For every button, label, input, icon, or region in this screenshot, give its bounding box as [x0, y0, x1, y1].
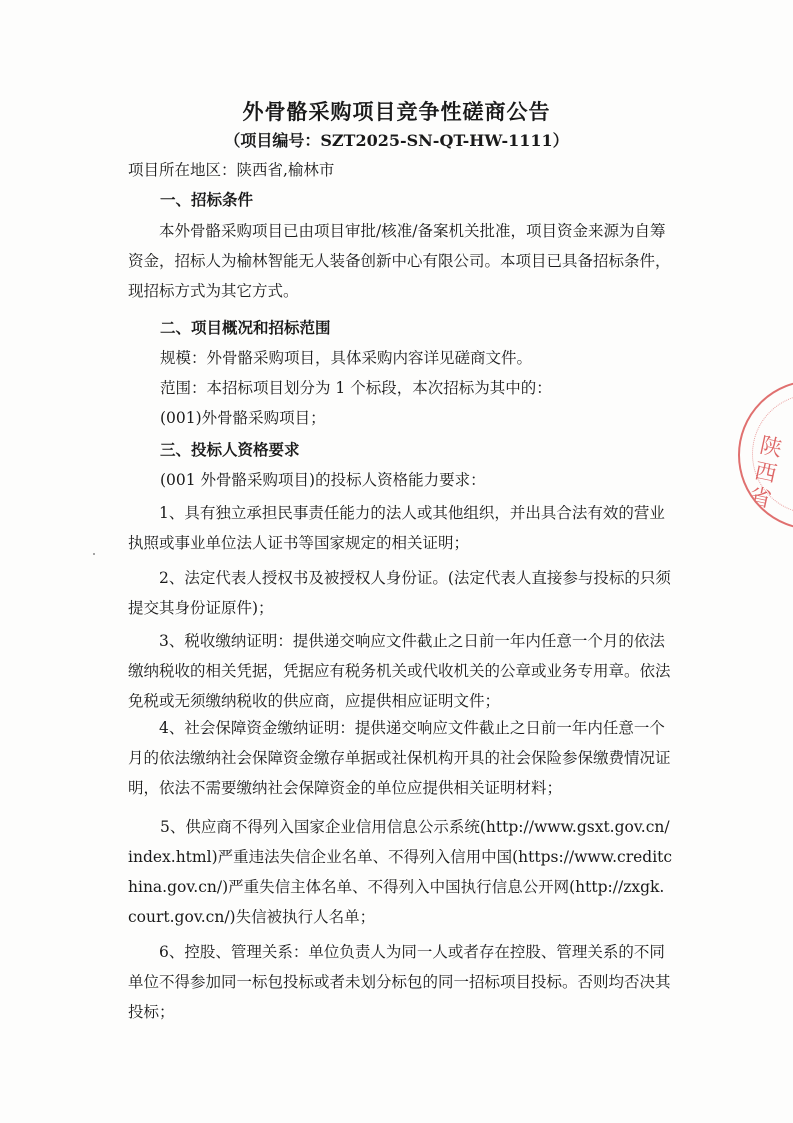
seal-text: 陕西省: [743, 432, 784, 514]
requirement-6: 6、控股、管理关系：单位负责人为同一人或者存在控股、管理关系的不同单位不得参加同一标包投标或者未划分标包的同一招标项目投标。否则均否决其投标；: [128, 943, 671, 1021]
requirement-5-line-4: court.gov.cn/)失信被执行人名单；: [128, 908, 376, 926]
requirement-2: 2、法定代表人授权书及被授权人身份证。(法定代表人直接参与投标的只须提交其身份证原件)；: [128, 569, 671, 617]
requirement-5-line-1: 5、供应商不得列入国家企业信用信息公示系统(http://www.gsxt.gov.cn/: [160, 818, 670, 836]
official-seal: [738, 380, 793, 530]
section-2-lot: (001)外骨骼采购项目；: [160, 409, 326, 427]
requirement-1: 1、具有独立承担民事责任能力的法人或其他组织，并出具合法有效的营业执照或事业单位法人证书等国家规定的相关证明；: [128, 504, 665, 552]
section-3-heading: 三、投标人资格要求: [160, 440, 300, 459]
section-2-scope: 范围：本招标项目划分为 1 个标段，本次招标为其中的：: [160, 379, 552, 397]
requirement-5-line-3: hina.gov.cn/)严重失信主体名单、不得列入中国执行信息公开网(http://zxgk.: [128, 878, 665, 896]
section-3-intro: (001 外骨骼采购项目)的投标人资格能力要求：: [160, 471, 486, 489]
requirement-5-line-2: index.html)严重违法失信企业名单、不得列入信用中国(https://www.creditc: [128, 848, 673, 866]
requirement-3: 3、税收缴纳证明：提供递交响应文件截止之日前一年内任意一个月的依法缴纳税收的相关凭据，凭据应有税务机关或代收机关的公章或业务专用章。依法免税或无须缴纳税收的供应商，应提供相应证明文件；: [128, 632, 671, 710]
document-title: 外骨骼采购项目竞争性磋商公告: [242, 99, 551, 124]
scan-dot: [93, 553, 95, 555]
section-2-scale: 规模：外骨骼采购项目，具体采购内容详见磋商文件。: [160, 349, 533, 367]
project-number: （项目编号：SZT2025-SN-QT-HW-1111）: [224, 131, 569, 150]
project-region: 项目所在地区：陕西省,榆林市: [128, 161, 335, 179]
requirement-4: 4、社会保障资金缴纳证明：提供递交响应文件截止之日前一年内任意一个月的依法缴纳社会保障资金缴存单据或社保机构开具的社会保险参保缴费情况证明，依法不需要缴纳社会保障资金的单位应提供相关证明材料；: [128, 719, 671, 797]
section-2-heading: 二、项目概况和招标范围: [160, 318, 331, 337]
section-1-paragraph: 本外骨骼采购项目已由项目审批/核准/备案机关批准，项目资金来源为自筹资金，招标人为榆林智能无人装备创新中心有限公司。本项目已具备招标条件，现招标方式为其它方式。: [128, 222, 671, 300]
section-1-heading: 一、招标条件: [160, 190, 254, 209]
